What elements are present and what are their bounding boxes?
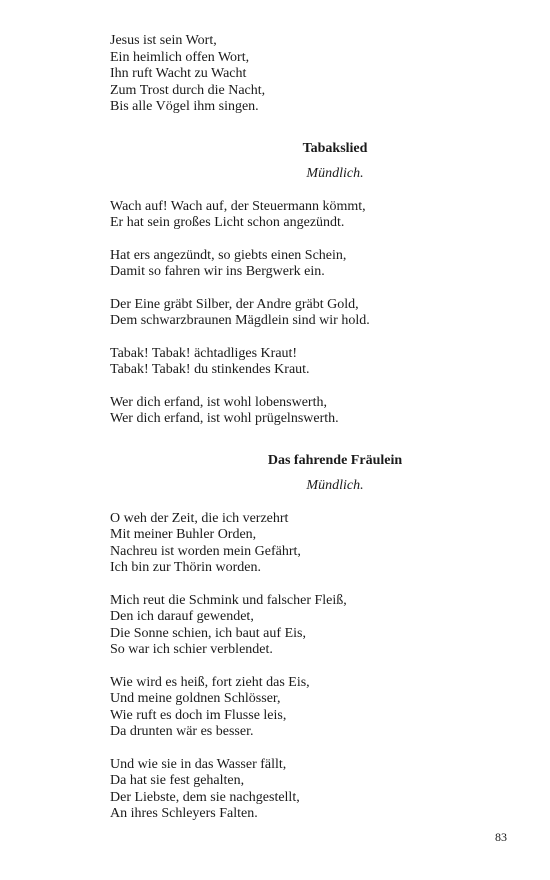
page-number: 83 (495, 830, 507, 844)
verse-line: Wer dich erfand, ist wohl prügelnswerth. (110, 411, 339, 426)
verse-line: Wie ruft es doch im Flusse leis, (110, 707, 287, 723)
verse-line: Jesus ist sein Wort, (110, 33, 217, 48)
verse-line: O weh der Zeit, die ich verzehrt (110, 510, 289, 526)
verse-line: Bis alle Vögel ihm singen. (110, 99, 259, 114)
poem-heading-tabakslied (170, 140, 500, 182)
poem-heading-das-fahrende-fraeulein (170, 452, 500, 494)
verse-line: Er hat sein großes Licht schon angezündt. (110, 215, 345, 230)
verse-line: Ich bin zur Thörin worden. (110, 560, 261, 575)
verse-line: Wie wird es heiß, fort zieht das Eis, (110, 674, 310, 690)
verse-line: So war ich schier verblendet. (110, 642, 273, 657)
poem-source: Mündlich. (306, 165, 364, 181)
stanza (110, 395, 440, 428)
poem-title: Tabakslied (302, 140, 368, 156)
verse-line: Mit meiner Buhler Orden, (110, 527, 257, 542)
verse-line: Der Eine gräbt Silber, der Andre gräbt Gold, (110, 296, 359, 312)
verse-line: Die Sonne schien, ich baut auf Eis, (110, 625, 306, 641)
verse-line: An ihres Schleyers Falten. (110, 806, 258, 821)
intro-stanza (110, 33, 440, 116)
poem-source: Mündlich. (306, 477, 364, 493)
verse-line: Und meine goldnen Schlösser, (110, 691, 281, 706)
stanza (110, 346, 440, 379)
verse-line: Tabak! Tabak! ächtadliges Kraut! (110, 345, 298, 361)
poem-title: Das fahrende Fräulein (267, 452, 403, 468)
verse-line: Nachreu ist worden mein Gefährt, (110, 543, 301, 559)
stanza (110, 297, 440, 330)
stanza (110, 248, 440, 281)
page-content (110, 33, 440, 823)
verse-line: Wach auf! Wach auf, der Steuermann kömmt, (110, 198, 366, 214)
verse-line: Da hat sie fest gehalten, (110, 773, 245, 788)
verse-line: Hat ers angezündt, so giebts einen Schein, (110, 247, 347, 263)
verse-line: Ihn ruft Wacht zu Wacht (110, 66, 247, 81)
stanza (110, 511, 440, 577)
verse-line: Zum Trost durch die Nacht, (110, 82, 266, 98)
verse-line: Tabak! Tabak! du stinkendes Kraut. (110, 362, 310, 377)
stanza (110, 675, 440, 741)
verse-line: Dem schwarzbraunen Mägdlein sind wir hold. (110, 313, 370, 328)
verse-line: Da drunten wär es besser. (110, 724, 254, 739)
stanza (110, 757, 440, 823)
verse-line: Der Liebste, dem sie nachgestellt, (110, 789, 300, 805)
stanza (110, 199, 440, 232)
verse-line: Mich reut die Schmink und falscher Fleiß, (110, 592, 347, 608)
verse-line: Den ich darauf gewendet, (110, 609, 254, 624)
verse-line: Wer dich erfand, ist wohl lobenswerth, (110, 394, 327, 410)
stanza (110, 593, 440, 659)
verse-line: Und wie sie in das Wasser fällt, (110, 756, 287, 772)
verse-line: Ein heimlich offen Wort, (110, 49, 250, 65)
verse-line: Damit so fahren wir ins Bergwerk ein. (110, 264, 325, 279)
